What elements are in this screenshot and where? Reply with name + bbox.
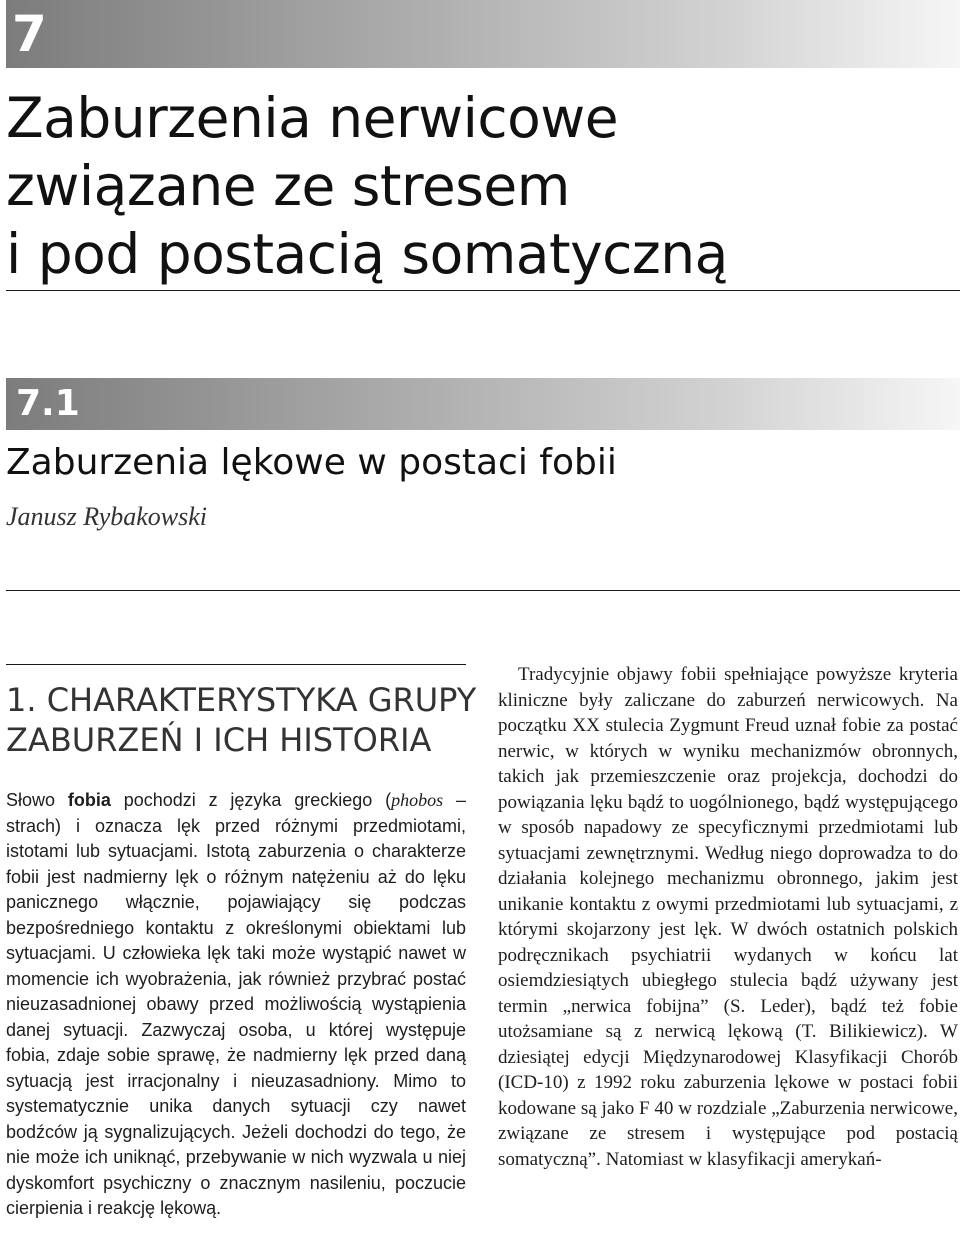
section-number-bar: [6, 378, 960, 430]
chapter-number-bar: [6, 0, 960, 68]
chapter-title-line: i pod postacią somatyczną: [6, 222, 728, 286]
body-text: – strach) i oznacza lęk przed różnymi przedmiotami, istotami lub sytuacjami. Istotą zaburzenia o charakterze fobii jest nadmierny lęk o różnym natężeniu aż do lęku panicznego włącznie, pojawiający się podczas bezpośredniego kontaktu z określonymi obiektami lub sytuacjami. U człowieka lęk taki może wystąpić nawet w momencie ich wyobrażenia, jak również przybrać postać nieuzasadnionej obawy przed możliwością wystąpienia danej sytuacji. Zazwyczaj osoba, u której występuje fobia, zdaje sobie sprawę, że nadmierny lęk przed daną sytuacją jest irracjonalny i nieuzasadniony. Mimo to systematycznie unika danych sytuacji czy nawet bodźców ją sygnalizujących. Jeżeli dochodzi do tego, że nie może ich uniknąć, przebywanie w nich wyzwala u niej dyskomfort psychiczny o znacznym nasileniu, poczucie cierpienia i reakcję lękową.: [6, 790, 466, 1218]
term-origin: phobos: [391, 790, 444, 810]
chapter-title-line: Zaburzenia nerwicowe: [6, 86, 619, 150]
column-divider: [6, 664, 466, 665]
intro-text: Słowo: [6, 790, 68, 810]
right-paragraph: Tradycyjnie objawy fobii spełniające powyższe kryteria kliniczne były zaliczane do zaburzeń nerwicowych. Na początku XX stulecia Zygmunt Freud uznał fobie za postać nerwic, w których w wyniku mechanizmów obronnych, takich jak przemieszczenie oraz projekcja, dochodzi do powiązania lęku bądź to uogólnionego, bądź występującego w sposób napadowy ze specyficznymi przedmiotami lub sytuacjami zewnętrznymi. Według niego doprowadza to do działania kolejnego mechanizmu obronnego, jakim jest unikanie kontaktu z owymi przedmiotami lub sytuacjami, z którymi skojarzony jest lęk. W dwóch ostatnich polskich podręcznikach psychiatrii wydanych w końcu lat osiemdziesiątych ubiegłego stulecia bądź używany jest termin „nerwica fobijna” (S. Leder), bądź też fobie utożsamiane są z nerwicą lękową (T. Bilikiewicz). W dziesiątej edycji Międzynarodowej Klasyfikacji Chorób (ICD-10) z 1992 roku zaburzenia lękowe w postaci fobii kodowane są jako F 40 w rozdziale „Zaburzenia nerwicowe, związane ze stresem i występujące pod postacią somatyczną”. Natomiast w klasyfikacji amerykań-: [498, 664, 958, 1170]
chapter-number: 7: [12, 5, 47, 63]
term-fobia: fobia: [67, 790, 111, 810]
subsection-heading-line: ZABURZEŃ I ICH HISTORIA: [6, 721, 432, 759]
right-column: [498, 662, 958, 1172]
chapter-divider: [6, 290, 960, 291]
section-divider: [6, 590, 960, 591]
left-column: [6, 788, 466, 1222]
author-name: Janusz Rybakowski: [6, 502, 207, 531]
subsection-heading-line: 1. CHARAKTERYSTYKA GRUPY: [6, 681, 477, 719]
left-paragraph: [6, 788, 466, 1222]
intro-text: pochodzi z języka greckiego (: [110, 790, 392, 810]
section-title: Zaburzenia lękowe w postaci fobii: [6, 442, 617, 483]
section-number: 7.1: [16, 383, 80, 424]
chapter-title-line: związane ze stresem: [6, 154, 570, 218]
chapter-title: [6, 84, 946, 288]
subsection-heading: [6, 680, 476, 760]
